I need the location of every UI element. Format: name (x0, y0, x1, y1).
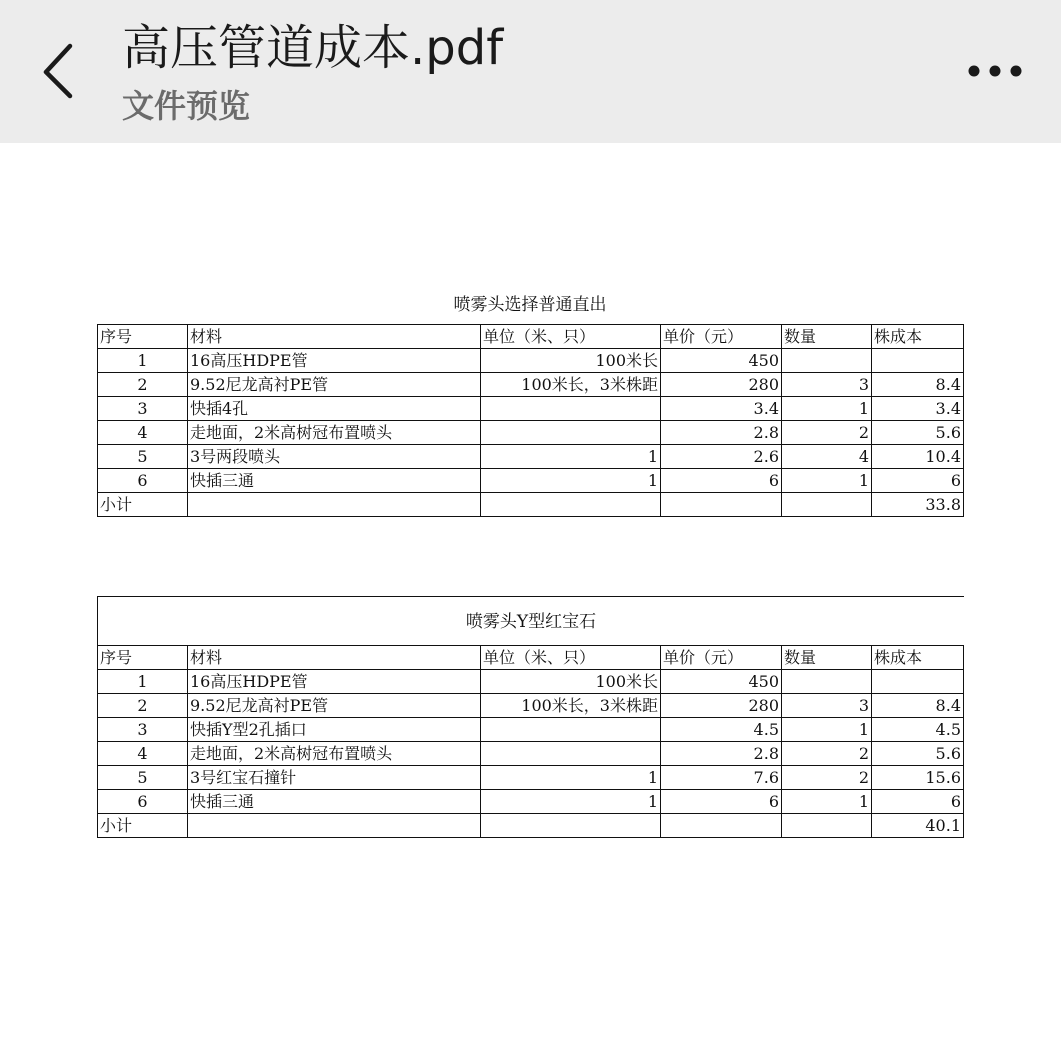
table-row (98, 718, 964, 742)
col-material-cell: 快插三通 (188, 469, 481, 493)
col-index-cell: 4 (98, 421, 188, 445)
table-row (98, 349, 964, 373)
table-row (98, 766, 964, 790)
col-cost-cell: 5.6 (872, 742, 964, 766)
col-unit-cell: 100米长 (481, 670, 661, 694)
col-unit-cell (481, 718, 661, 742)
col-material-cell: 3号红宝石撞针 (188, 766, 481, 790)
col-quantity-cell: 3 (782, 373, 872, 397)
col-unit-price-cell: 450 (661, 670, 782, 694)
subtotal-value: 33.8 (872, 493, 964, 517)
col-index-cell: 5 (98, 445, 188, 469)
col-unit-price-cell: 6 (661, 469, 782, 493)
empty-cell (481, 814, 661, 838)
file-title: 高压管道成本.pdf (122, 20, 504, 76)
col-quantity-cell: 3 (782, 694, 872, 718)
col-material-cell: 16高压HDPE管 (188, 670, 481, 694)
cost-table-ruby-y-nozzle (97, 596, 964, 838)
table-row (98, 694, 964, 718)
col-index-cell: 5 (98, 766, 188, 790)
col-cost-cell (872, 670, 964, 694)
table-header-row (98, 646, 964, 670)
col-index-cell: 4 (98, 742, 188, 766)
col-unit-cell: 100米长，3米株距 (481, 694, 661, 718)
col-cost-cell: 6 (872, 469, 964, 493)
col-quantity-cell: 2 (782, 766, 872, 790)
col-cost-cell: 4.5 (872, 718, 964, 742)
column-header: 序号 (98, 325, 188, 349)
table-row (98, 469, 964, 493)
back-button[interactable] (28, 38, 92, 102)
col-index-cell: 6 (98, 469, 188, 493)
column-header: 单位（米、只） (481, 325, 661, 349)
col-unit-price-cell: 280 (661, 694, 782, 718)
file-subtitle: 文件预览 (122, 87, 251, 125)
col-index-cell: 3 (98, 397, 188, 421)
empty-cell (661, 814, 782, 838)
col-material-cell: 16高压HDPE管 (188, 349, 481, 373)
subtotal-row (98, 814, 964, 838)
column-header: 单价（元） (661, 646, 782, 670)
col-cost-cell: 15.6 (872, 766, 964, 790)
col-unit-cell: 1 (481, 766, 661, 790)
col-unit-price-cell: 2.8 (661, 421, 782, 445)
col-index-cell: 3 (98, 718, 188, 742)
column-header: 株成本 (872, 325, 964, 349)
col-unit-cell: 1 (481, 790, 661, 814)
col-material-cell: 3号两段喷头 (188, 445, 481, 469)
col-unit-price-cell: 280 (661, 373, 782, 397)
col-unit-cell: 100米长，3米株距 (481, 373, 661, 397)
col-index-cell: 1 (98, 349, 188, 373)
col-index-cell: 2 (98, 373, 188, 397)
col-cost-cell: 10.4 (872, 445, 964, 469)
column-header: 单价（元） (661, 325, 782, 349)
col-quantity-cell (782, 349, 872, 373)
subtotal-label: 小计 (98, 493, 188, 517)
col-unit-price-cell: 4.5 (661, 718, 782, 742)
col-material-cell: 走地面，2米高树冠布置喷头 (188, 421, 481, 445)
col-unit-cell (481, 397, 661, 421)
col-cost-cell: 8.4 (872, 373, 964, 397)
col-unit-price-cell: 6 (661, 790, 782, 814)
subtotal-row (98, 493, 964, 517)
col-cost-cell (872, 349, 964, 373)
table-caption: 喷雾头Y型红宝石 (97, 596, 964, 645)
app-header (0, 0, 1061, 143)
empty-cell (188, 493, 481, 517)
table-row (98, 742, 964, 766)
column-header: 单位（米、只） (481, 646, 661, 670)
column-header: 数量 (782, 646, 872, 670)
col-index-cell: 6 (98, 790, 188, 814)
subtotal-label: 小计 (98, 814, 188, 838)
table-row (98, 373, 964, 397)
empty-cell (481, 493, 661, 517)
col-cost-cell: 8.4 (872, 694, 964, 718)
col-quantity-cell: 2 (782, 421, 872, 445)
subtotal-value: 40.1 (872, 814, 964, 838)
col-cost-cell: 3.4 (872, 397, 964, 421)
col-unit-price-cell: 450 (661, 349, 782, 373)
col-material-cell: 快插三通 (188, 790, 481, 814)
col-unit-cell: 100米长 (481, 349, 661, 373)
col-material-cell: 9.52尼龙高衬PE管 (188, 373, 481, 397)
col-unit-cell (481, 742, 661, 766)
col-unit-price-cell: 7.6 (661, 766, 782, 790)
column-header: 序号 (98, 646, 188, 670)
chevron-left-icon (28, 38, 92, 102)
table-row (98, 790, 964, 814)
empty-cell (188, 814, 481, 838)
col-quantity-cell: 1 (782, 469, 872, 493)
col-cost-cell: 6 (872, 790, 964, 814)
column-header: 材料 (188, 646, 481, 670)
col-quantity-cell: 4 (782, 445, 872, 469)
col-index-cell: 2 (98, 694, 188, 718)
col-unit-cell: 1 (481, 469, 661, 493)
col-unit-price-cell: 2.8 (661, 742, 782, 766)
column-header: 数量 (782, 325, 872, 349)
col-material-cell: 9.52尼龙高衬PE管 (188, 694, 481, 718)
empty-cell (782, 493, 872, 517)
table-row (98, 670, 964, 694)
cost-table (97, 324, 964, 517)
empty-cell (782, 814, 872, 838)
col-material-cell: 快插Y型2孔插口 (188, 718, 481, 742)
col-material-cell: 快插4孔 (188, 397, 481, 421)
col-index-cell: 1 (98, 670, 188, 694)
col-quantity-cell: 2 (782, 742, 872, 766)
col-unit-price-cell: 2.6 (661, 445, 782, 469)
col-quantity-cell: 1 (782, 397, 872, 421)
col-quantity-cell: 1 (782, 790, 872, 814)
table-row (98, 397, 964, 421)
table-row (98, 445, 964, 469)
more-horizontal-icon (962, 54, 1028, 88)
col-unit-price-cell: 3.4 (661, 397, 782, 421)
more-options-button[interactable] (962, 54, 1028, 88)
col-unit-cell: 1 (481, 445, 661, 469)
col-unit-cell (481, 421, 661, 445)
pdf-preview-area[interactable] (0, 143, 1061, 1037)
col-cost-cell: 5.6 (872, 421, 964, 445)
empty-cell (661, 493, 782, 517)
col-quantity-cell (782, 670, 872, 694)
col-quantity-cell: 1 (782, 718, 872, 742)
cost-table (97, 645, 964, 838)
table-header-row (98, 325, 964, 349)
table-row (98, 421, 964, 445)
cost-table-standard-nozzle (97, 286, 964, 517)
column-header: 株成本 (872, 646, 964, 670)
table-caption: 喷雾头选择普通直出 (453, 295, 607, 315)
column-header: 材料 (188, 325, 481, 349)
col-material-cell: 走地面，2米高树冠布置喷头 (188, 742, 481, 766)
